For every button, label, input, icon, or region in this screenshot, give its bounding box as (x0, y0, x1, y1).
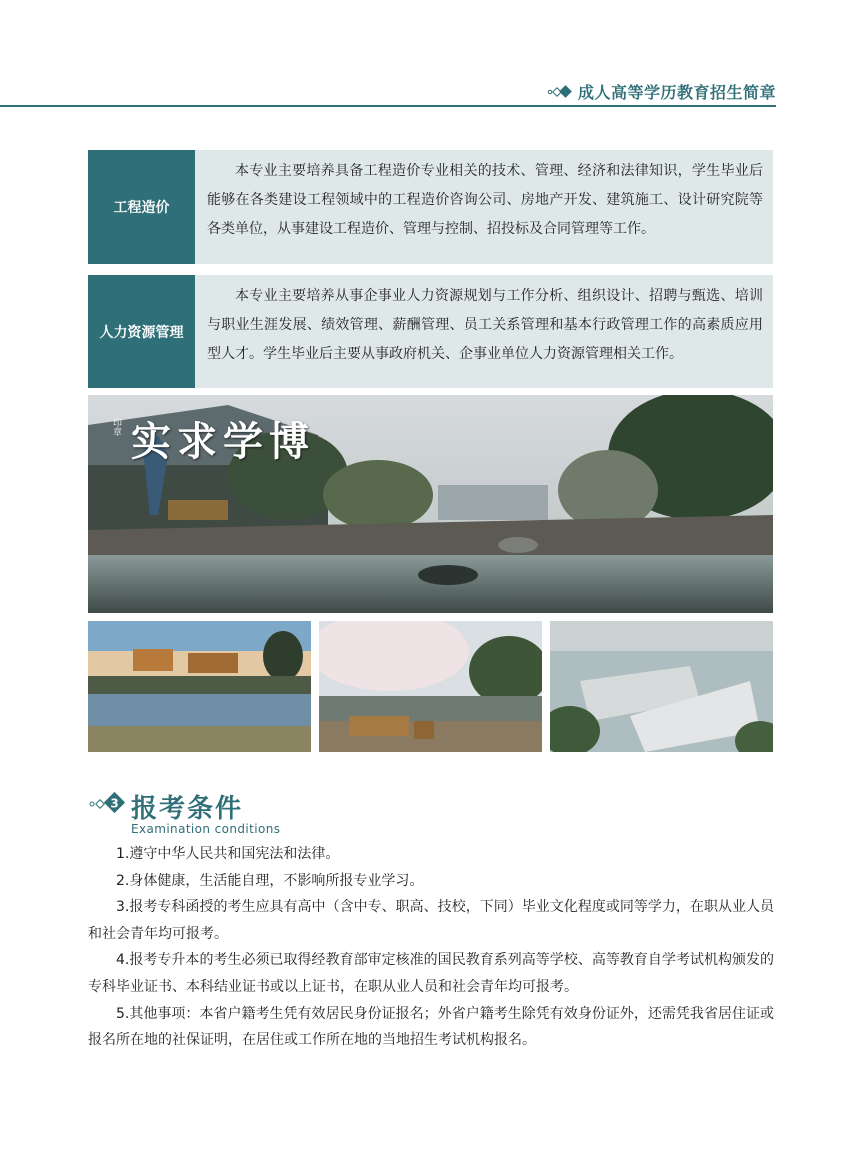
header-title: 成人高等学历教育招生简章 (577, 83, 776, 102)
header-rule (0, 105, 776, 107)
section-title: 报考条件 (131, 794, 244, 824)
condition-item: 2.身体健康，生活能自理，不影响所报专业学习。 (116, 872, 424, 889)
condition-item: 5.其他事项：本省户籍考生凭有效居民身份证报名；外省户籍考生除凭有效身份证外，还需凭我省居住证或报名所在地的社保证明，在居住或工作所在地的当地招生考试机构报名。 (88, 1005, 774, 1049)
campus-lakeside-buildings-photo (88, 621, 311, 752)
cherry-blossom-pavilion-photo (319, 621, 542, 752)
page-header (0, 0, 858, 110)
calligraphy-seal: 印章 (111, 418, 121, 436)
major-row-cost-engineering (88, 150, 773, 264)
section-number-diamond-icon (88, 790, 128, 816)
section-subtitle: Examination conditions (131, 822, 281, 836)
conditions-list (88, 841, 774, 1054)
condition-item: 4.报考专升本的考生必须已取得经教育部审定核准的国民教育系列高等学校、高等教育自学考试机构颁发的专科毕业证书、本科结业证书或以上证书，在职从业人员和社会青年均可报考。 (88, 952, 774, 995)
major-description: 本专业主要培养具备工程造价专业相关的技术、管理、经济和法律知识，学生毕业后能够在各类建设工程领域中的工程造价咨询公司、房地产开发、建筑施工、设计研究院等各类单位，从事建设工程造价、管理与控制、招投标及合同管理等工作。 (195, 150, 773, 264)
condition-item: 3.报考专科函授的考生应具有高中（含中专、职高、技校，下同）毕业文化程度或同等学力，在职从业人员和社会青年均可报考。 (88, 899, 774, 942)
section-number: 3 (110, 796, 119, 811)
major-label: 人力资源管理 (88, 275, 195, 388)
major-row-human-resources (88, 275, 773, 388)
major-description: 本专业主要培养从事企事业人力资源规划与工作分析、组织设计、招聘与甄选、培训与职业生涯发展、绩效管理、薪酬管理、员工关系管理和基本行政管理工作的高素质应用型人才。学生毕业后主要从事政府机关、企事业单位人力资源管理相关工作。 (195, 275, 773, 388)
campus-calligraphy: 实求学博 (131, 418, 315, 465)
major-label: 工程造价 (88, 150, 195, 264)
diamond-ornament-icon (547, 85, 573, 99)
aerial-campus-buildings-photo (550, 621, 773, 752)
condition-item: 1.遵守中华人民共和国宪法和法律。 (116, 846, 340, 862)
